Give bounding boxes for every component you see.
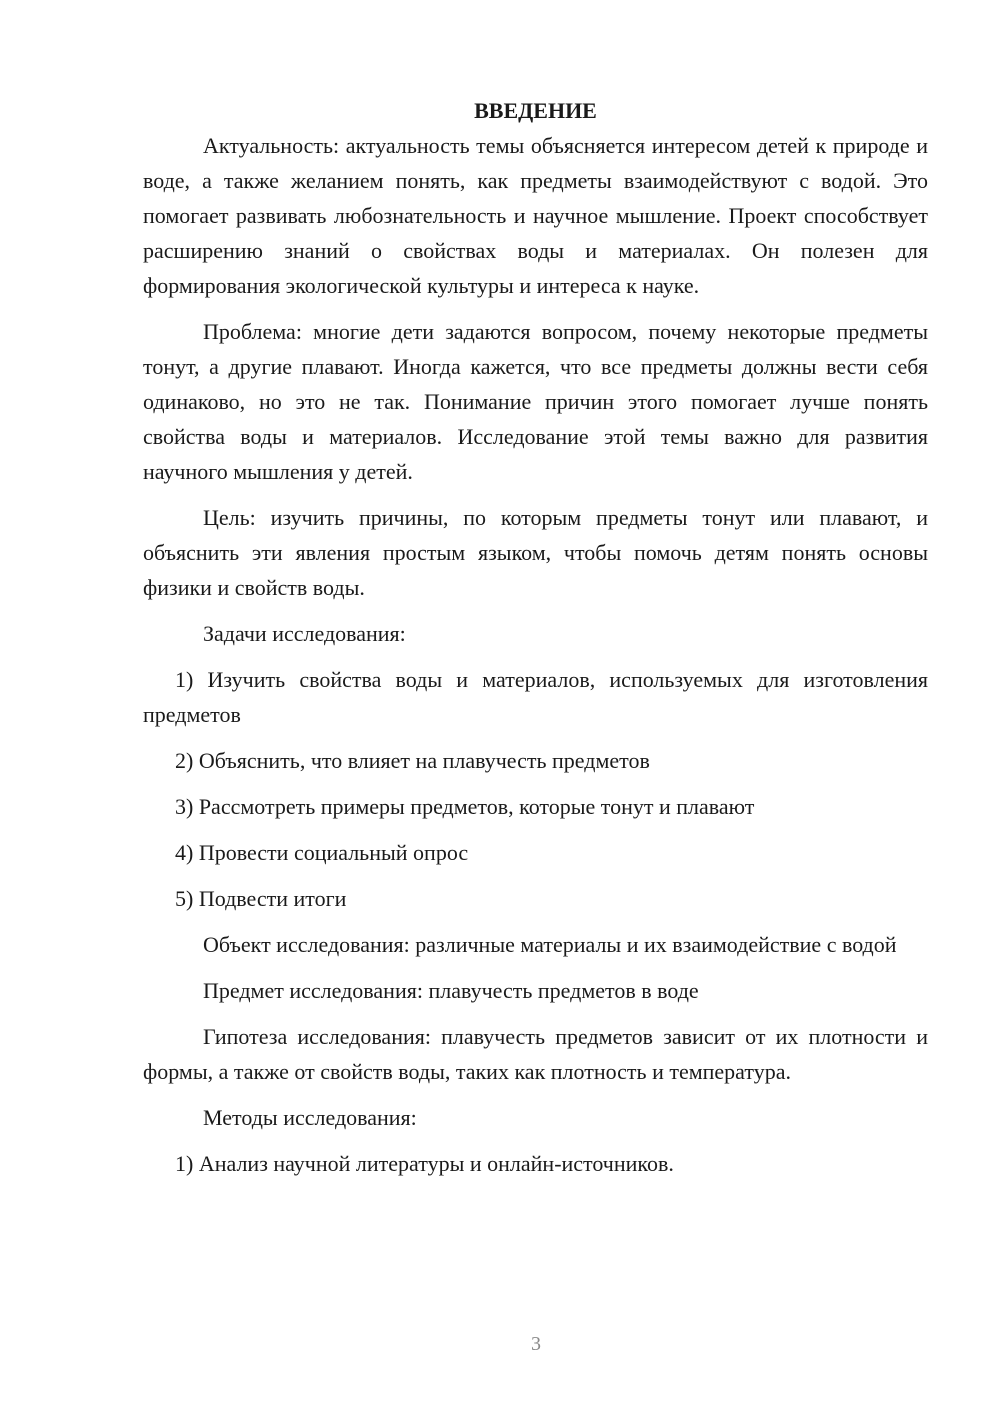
method-item-1: 1) Анализ научной литературы и онлайн-источников. (175, 1151, 674, 1176)
tasks-heading: Задачи исследования: (203, 621, 406, 646)
task-item-5: 5) Подвести итоги (175, 886, 347, 911)
relevance-paragraph: Актуальность: актуальность темы объясняется интересом детей к природе и воде, а также желанием понять, как предметы взаимодействуют с водой. Это помогает развивать любознательность и научное мышление. Проект способствует расширению знаний о свойствах воды и материалах. Он полезен для формирования экологической культуры и интереса к науке. (143, 133, 928, 298)
task-item-1: 1) Изучить свойства воды и материалов, используемых для изготовления предметов (143, 667, 928, 727)
task-item-2: 2) Объяснить, что влияет на плавучесть предметов (175, 748, 650, 773)
subject-paragraph: Предмет исследования: плавучесть предметов в воде (203, 978, 699, 1003)
object-paragraph: Объект исследования: различные материалы и их взаимодействие с водой (203, 932, 897, 957)
document-page (143, 92, 928, 1181)
section-title: ВВЕДЕНИЕ (474, 98, 597, 123)
problem-paragraph: Проблема: многие дети задаются вопросом, почему некоторые предметы тонут, а другие плавают. Иногда кажется, что все предметы должны вести себя одинаково, но это не так. Понимание причин этого помогает лучше понять свойства воды и материалов. Исследование этой темы важно для развития научного мышления у детей. (143, 319, 928, 484)
hypothesis-paragraph: Гипотеза исследования: плавучесть предметов зависит от их плотности и формы, а также от свойств воды, таких как плотность и температура. (143, 1024, 928, 1084)
methods-heading: Методы исследования: (203, 1105, 417, 1130)
page-number: 3 (531, 1333, 541, 1355)
goal-paragraph: Цель: изучить причины, по которым предметы тонут или плавают, и объяснить эти явления простым языком, чтобы помочь детям понять основы физики и свойств воды. (143, 505, 928, 600)
task-item-4: 4) Провести социальный опрос (175, 840, 469, 865)
task-item-3: 3) Рассмотреть примеры предметов, которые тонут и плавают (175, 794, 755, 819)
